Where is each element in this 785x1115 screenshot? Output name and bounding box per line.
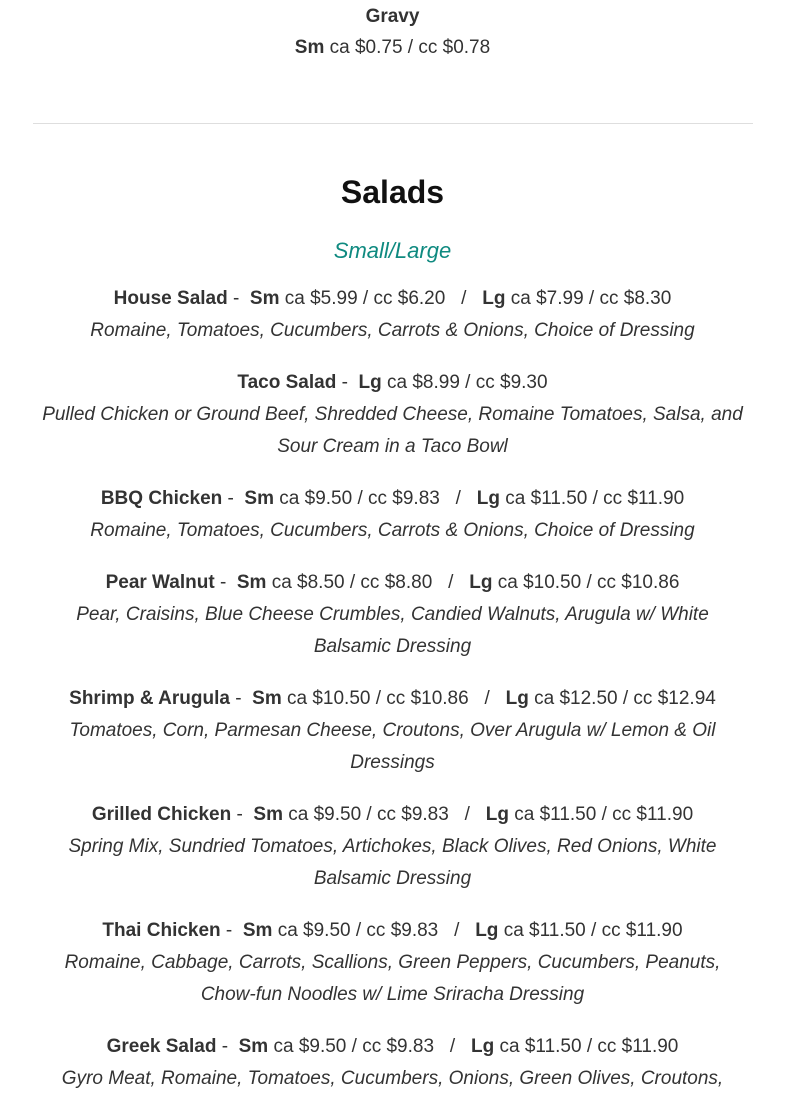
menu-item [40,367,745,463]
small-price: ca $8.50 / cc $8.80 [271,572,433,593]
menu-item-price-line: Greek Salad - Sm ca $9.50 / cc $9.83 / Lg ca $11.50 / cc $11.90 [106,1036,679,1057]
menu-item [40,799,745,895]
menu-item-name: Taco Salad [237,372,337,393]
large-price: ca $10.50 / cc $10.86 [497,572,680,593]
large-price: ca $7.99 / cc $8.30 [510,288,672,309]
menu-item-price-line: Pear Walnut - Sm ca $8.50 / cc $8.80 / Lg ca $10.50 / cc $10.86 [105,572,680,593]
small-price: ca $9.50 / cc $9.83 [273,1036,435,1057]
small-price: ca $9.50 / cc $9.83 [288,804,449,825]
large-size-label: Lg [475,920,499,941]
menu-item-description: Romaine, Cabbage, Carrots, Scallions, Green Peppers, Cucumbers, Peanuts, Chow-fun Noodles w/ Lime Sriracha Dressing [64,952,721,1005]
large-price: ca $8.99 / cc $9.30 [387,372,548,393]
large-size-label: Lg [469,572,493,593]
menu-item-name: BBQ Chicken [100,488,223,509]
menu-item-name: Grilled Chicken [91,804,232,825]
menu-item [40,915,745,1011]
menu-item [40,483,745,547]
menu-item-name: Pear Walnut [105,572,215,593]
small-size-label: Sm [244,488,274,509]
menu-item-list [40,283,745,1115]
menu-item-description: Spring Mix, Sundried Tomatoes, Artichokes, Black Olives, Red Onions, White Balsamic Dressing [68,836,717,889]
small-price: ca $9.50 / cc $9.83 [279,488,440,509]
menu-item [40,283,745,347]
menu-item-price-line: Grilled Chicken - Sm ca $9.50 / cc $9.83 / Lg ca $11.50 / cc $11.90 [91,804,694,825]
large-price: ca $11.50 / cc $11.90 [503,920,683,941]
menu-item-name: House Salad [113,288,228,309]
menu-item-description: Pear, Craisins, Blue Cheese Crumbles, Candied Walnuts, Arugula w/ White Balsamic Dressing [76,604,709,657]
large-size-label: Lg [476,488,501,509]
menu-item [40,567,745,663]
section-subtitle: Small/Large [333,238,452,263]
large-price: ca $11.50 / cc $11.90 [514,804,694,825]
large-price: ca $11.50 / cc $11.90 [505,488,685,509]
small-size-label: Sm [252,688,282,709]
previous-item-price-line [0,37,785,59]
menu-item-price-line: House Salad - Sm ca $5.99 / cc $6.20 / Lg ca $7.99 / cc $8.30 [113,288,672,309]
large-size-label: Lg [471,1036,495,1057]
previous-item-title: Gravy [365,6,420,27]
menu-item-name: Shrimp & Arugula [69,688,230,709]
small-size-label: Sm [249,288,280,309]
menu-item-description: Tomatoes, Corn, Parmesan Cheese, Croutons, Over Arugula w/ Lemon & Oil Dressings [69,720,716,773]
previous-price: ca $0.75 / cc $0.78 [329,37,491,58]
small-size-label: Sm [236,572,267,593]
menu-item-price-line: Shrimp & Arugula - Sm ca $10.50 / cc $10.86 / Lg ca $12.50 / cc $12.94 [69,688,716,709]
previous-size-label: Sm [294,37,325,58]
menu-item-description: Romaine, Tomatoes, Cucumbers, Carrots & Onions, Choice of Dressing [90,320,695,341]
small-size-label: Sm [253,804,283,825]
large-size-label: Lg [485,804,509,825]
menu-item-price-line: BBQ Chicken - Sm ca $9.50 / cc $9.83 / Lg ca $11.50 / cc $11.90 [100,488,685,509]
menu-item-price-line: Thai Chicken - Sm ca $9.50 / cc $9.83 / Lg ca $11.50 / cc $11.90 [102,920,683,941]
menu-item-name: Thai Chicken [102,920,221,941]
small-size-label: Sm [242,920,273,941]
menu-item-name: Greek Salad [106,1036,217,1057]
large-price: ca $11.50 / cc $11.90 [499,1036,679,1057]
large-size-label: Lg [505,688,529,709]
small-price: ca $9.50 / cc $9.83 [277,920,439,941]
menu-item-description: Pulled Chicken or Ground Beef, Shredded Cheese, Romaine Tomatoes, Salsa, and Sour Cream in a Taco Bowl [42,404,743,457]
section-divider [33,123,753,124]
menu-item [40,1031,745,1095]
small-price: ca $5.99 / cc $6.20 [284,288,446,309]
small-size-label: Sm [238,1036,269,1057]
menu-item-description: Gyro Meat, Romaine, Tomatoes, Cucumbers, Onions, Green Olives, Croutons, [61,1068,724,1089]
large-size-label: Lg [358,372,382,393]
large-size-label: Lg [482,288,506,309]
large-price: ca $12.50 / cc $12.94 [534,688,716,709]
section-title: Salads [340,174,445,210]
menu-item-description: Romaine, Tomatoes, Cucumbers, Carrots & Onions, Choice of Dressing [90,520,695,541]
small-price: ca $10.50 / cc $10.86 [287,688,469,709]
menu-item [40,683,745,779]
menu-item-price-line: Taco Salad - Lg ca $8.99 / cc $9.30 [237,372,548,393]
